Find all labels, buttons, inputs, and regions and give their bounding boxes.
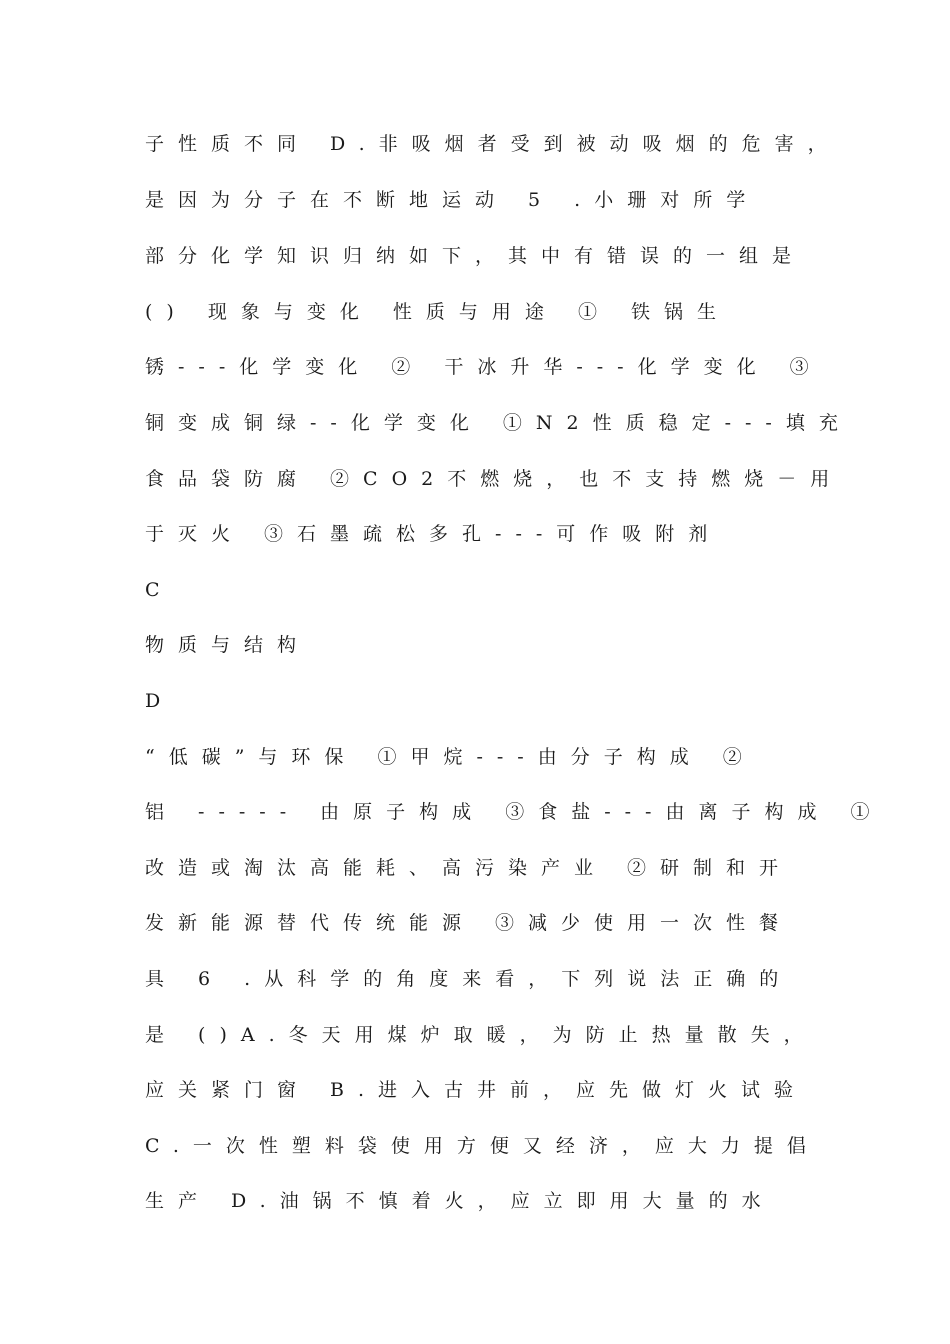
- text-line: 食品袋防腐 ②CO2不燃烧，也不支持燃烧－用: [145, 468, 844, 490]
- text-line: 铝 ----- 由原子构成 ③食盐---由离子构成 ①: [145, 801, 884, 823]
- text-line: 于灭火 ③石墨疏松多孔---可作吸附剂: [145, 523, 722, 545]
- text-line: 应关紧门窗 B.进入古井前，应先做灯火试验: [145, 1079, 808, 1101]
- text-line: 发新能源替代传统能源 ③减少使用一次性餐: [145, 912, 793, 934]
- text-line: 具 6 .从科学的角度来看，下列说法正确的: [145, 968, 793, 990]
- text-line: “低碳”与环保 ①甲烷---由分子构成 ②: [145, 746, 756, 768]
- text-line: () 现象与变化 性质与用途 ① 铁锅生: [145, 301, 730, 323]
- text-line: 是 ()A.冬天用煤炉取暖，为防止热量散失，: [145, 1024, 817, 1046]
- text-line: 铜变成铜绿--化学变化 ①N2性质稳定---填充: [145, 412, 852, 434]
- text-line: 子性质不同 D.非吸烟者受到被动吸烟的危害，: [145, 133, 841, 155]
- section-label: C: [145, 579, 174, 601]
- text-line: 部分化学知识归纳如下，其中有错误的一组是: [145, 245, 806, 267]
- text-line: C.一次性塑料袋使用方便又经济，应大力提倡: [145, 1135, 820, 1157]
- section-heading: 物质与结构: [145, 634, 311, 656]
- text-line: 锈---化学变化 ② 干冰升华---化学变化 ③: [145, 356, 823, 378]
- text-line: 是因为分子在不断地运动 5 .小珊对所学: [145, 189, 760, 211]
- section-label: D: [145, 690, 175, 712]
- text-line: 生产 D.油锅不慎着火，应立即用大量的水: [145, 1190, 775, 1212]
- text-line: 改造或淘汰高能耗、高污染产业 ②研制和开: [145, 857, 793, 879]
